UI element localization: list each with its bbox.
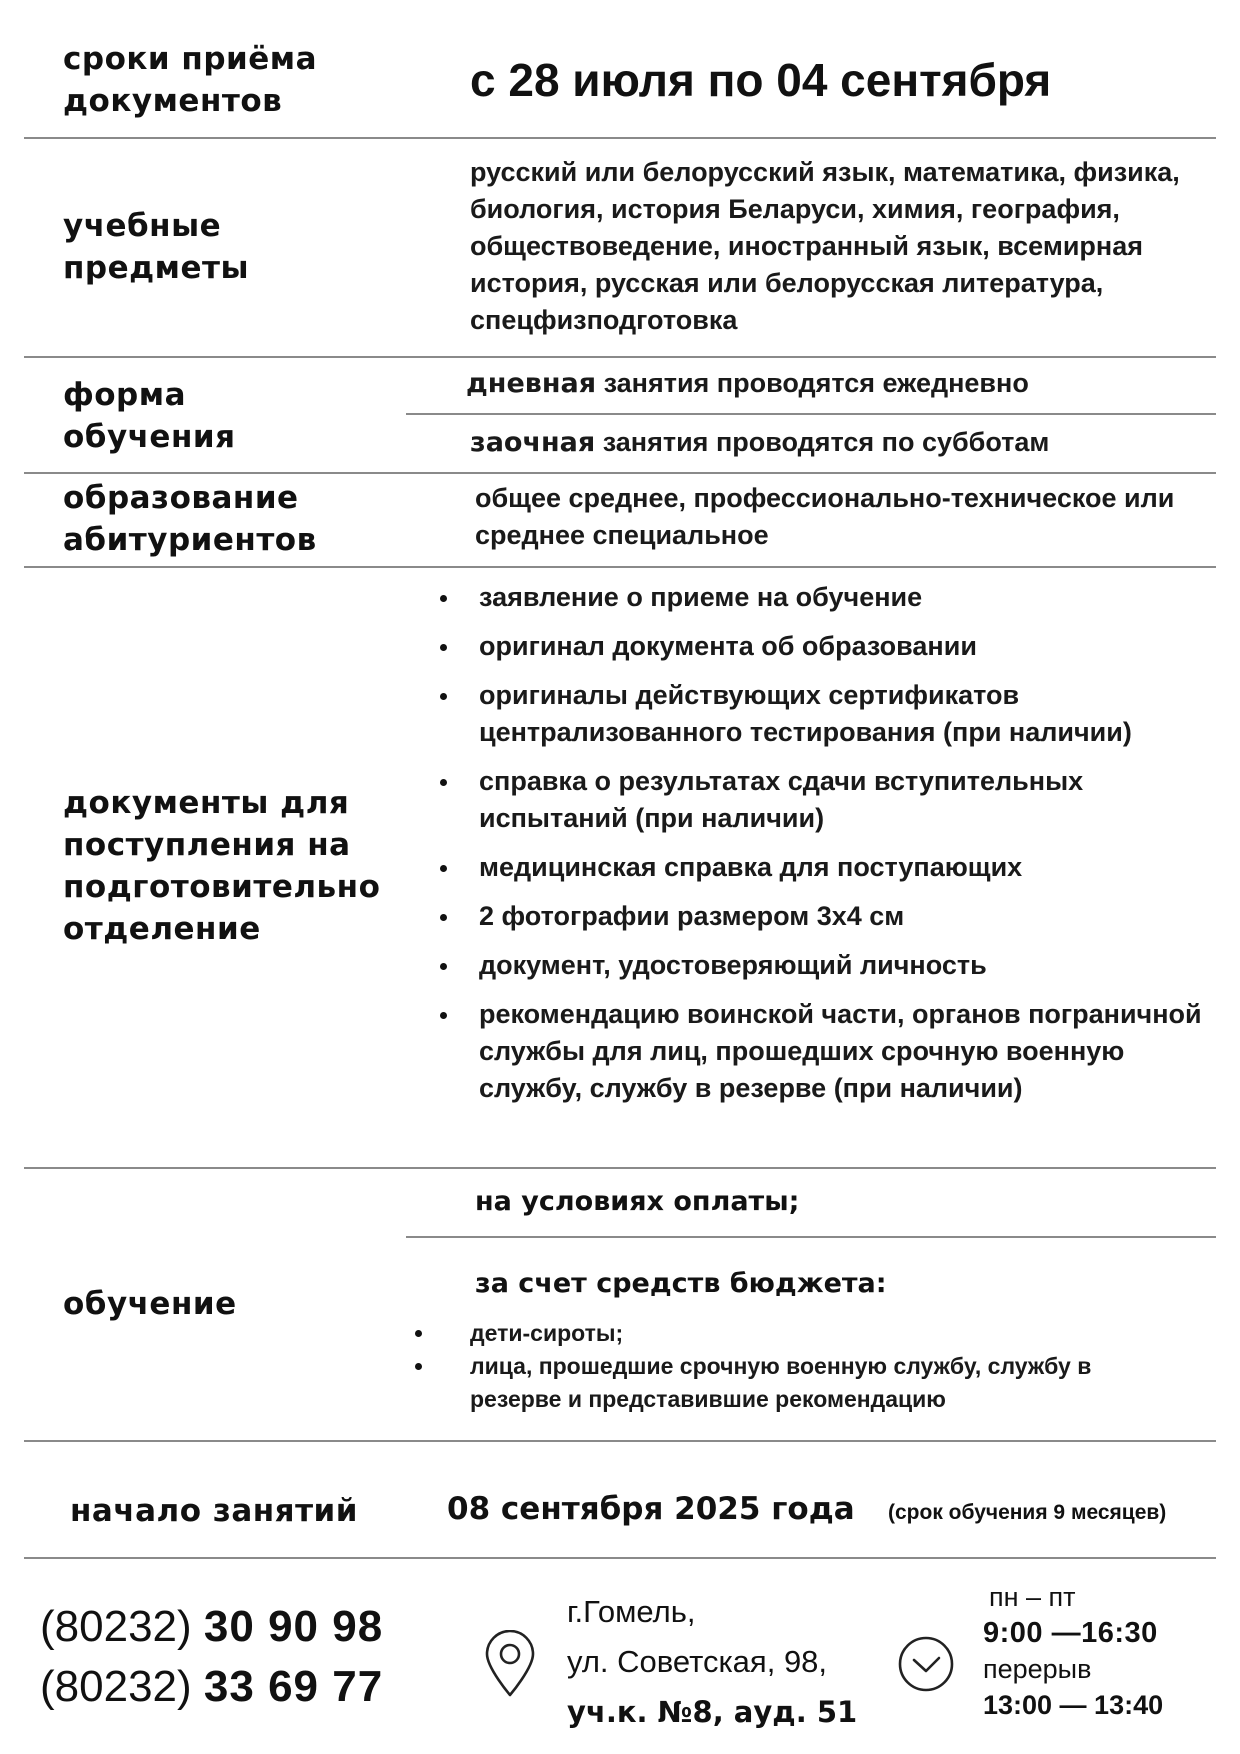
phone-2[interactable] xyxy=(40,1657,383,1717)
map-pin-icon xyxy=(483,1630,537,1698)
list-item: оригиналы действующих сертификатов централизованного тестирования (при наличии) xyxy=(479,677,1209,751)
documents-list xyxy=(479,579,1209,1107)
clock-icon xyxy=(897,1635,955,1693)
list-item: заявление о приеме на обучение xyxy=(479,579,1209,616)
budget-list xyxy=(470,1317,1170,1416)
divider xyxy=(24,137,1216,139)
bullet-icon xyxy=(440,914,447,921)
bullet-icon xyxy=(440,779,447,786)
full-time-text: занятия проводятся ежедневно xyxy=(596,368,1029,398)
full-time-option xyxy=(466,365,1029,402)
bullet-icon xyxy=(440,1012,447,1019)
divider xyxy=(24,1440,1216,1442)
study-duration: (срок обучения 9 месяцев) xyxy=(888,1501,1167,1524)
subjects-value: русский или белорусский язык, математика, физика, биология, история Беларуси, химия, география, обществоведение, иностранный язык, всемирная история, русская или белорусская литература, спецфизподготовка xyxy=(470,157,1180,335)
bullet-icon xyxy=(440,693,447,700)
divider xyxy=(406,413,1216,415)
address-room: уч.к. №8, ауд. 51 xyxy=(567,1695,858,1729)
education-value: общее среднее, профессионально-техническое или среднее специальное xyxy=(475,483,1175,550)
divider xyxy=(24,1557,1216,1559)
bullet-icon xyxy=(440,644,447,651)
bullet-icon xyxy=(440,963,447,970)
phone-1-code: (80232) xyxy=(40,1602,192,1651)
working-hours xyxy=(983,1579,1163,1723)
list-item: рекомендацию воинской части, органов пограничной службы для лиц, прошедших срочную военную службу, службу в резерве (при наличии) xyxy=(479,996,1209,1107)
address-street: ул. Советская, 98, xyxy=(567,1644,828,1679)
list-item: лица, прошедшие срочную военную службу, службу в резерве и представившие рекомендацию xyxy=(470,1350,1170,1416)
part-time-title: заочная xyxy=(470,427,596,458)
deadline-value: с 28 июля по 04 сентября xyxy=(470,54,1052,106)
bullet-icon xyxy=(440,595,447,602)
address xyxy=(567,1587,857,1737)
part-time-text: занятия проводятся по субботам xyxy=(595,427,1050,457)
education-label: образование абитуриентов xyxy=(63,480,317,558)
study-form-label: форма обучения xyxy=(63,377,236,455)
divider xyxy=(406,1236,1216,1238)
bullet-icon xyxy=(415,1363,422,1370)
budget-option: за счет средств бюджета: xyxy=(475,1268,887,1299)
subjects-label: учебные предметы xyxy=(63,208,250,286)
divider xyxy=(24,472,1216,474)
documents-label: документы для поступления на подготовительно отделение xyxy=(63,785,381,947)
address-city: г.Гомель, xyxy=(567,1594,696,1629)
break-label: перерыв xyxy=(983,1654,1092,1684)
list-item: документ, удостоверяющий личность xyxy=(479,947,1209,984)
list-item: 2 фотографии размером 3х4 см xyxy=(479,898,1209,935)
start-label: начало занятий xyxy=(70,1493,358,1529)
full-time-title: дневная xyxy=(466,368,597,399)
list-item: справка о результатах сдачи вступительных испытаний (при наличии) xyxy=(479,763,1209,837)
divider xyxy=(24,566,1216,568)
start-date: 08 сентября 2025 года xyxy=(447,1491,855,1527)
list-item: оригинал документа об образовании xyxy=(479,628,1209,665)
list-item: дети-сироты; xyxy=(470,1317,1170,1350)
part-time-option xyxy=(470,424,1049,461)
list-item: медицинская справка для поступающих xyxy=(479,849,1209,886)
break-time: 13:00 — 13:40 xyxy=(983,1690,1164,1720)
bullet-icon xyxy=(440,865,447,872)
tuition-label: обучение xyxy=(63,1286,237,1322)
deadline-label: сроки приёма документов xyxy=(63,41,318,119)
paid-option: на условиях оплаты; xyxy=(475,1186,800,1217)
phone-1[interactable] xyxy=(40,1597,383,1657)
phone-2-code: (80232) xyxy=(40,1662,192,1711)
phone-2-number: 33 69 77 xyxy=(203,1662,384,1711)
work-time: 9:00 —16:30 xyxy=(983,1617,1158,1649)
divider xyxy=(24,356,1216,358)
working-days: пн – пт xyxy=(989,1582,1076,1612)
phone-1-number: 30 90 98 xyxy=(203,1602,384,1651)
divider xyxy=(24,1167,1216,1169)
bullet-icon xyxy=(415,1330,422,1337)
